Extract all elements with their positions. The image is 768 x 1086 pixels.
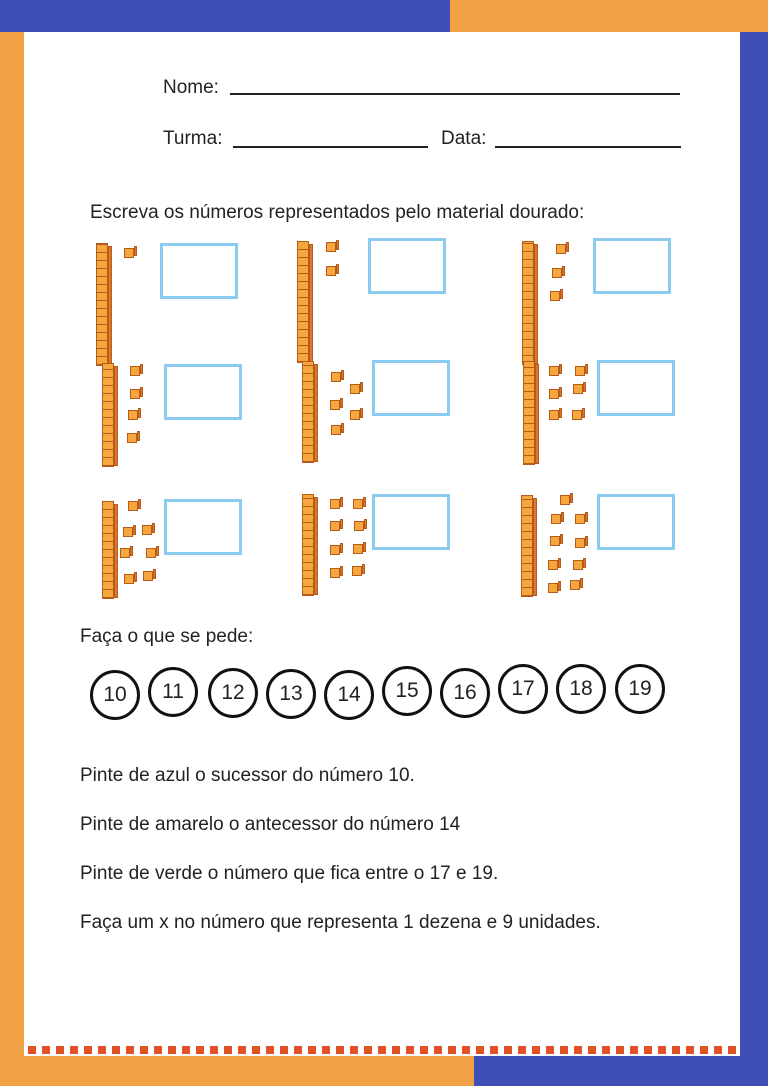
number-circle-10[interactable]: 10: [90, 670, 140, 720]
ten-rod: [523, 361, 535, 465]
unit-cube: [350, 410, 360, 420]
answer-box-6[interactable]: [597, 360, 675, 416]
unit-cube: [354, 521, 364, 531]
name-line[interactable]: [230, 93, 680, 95]
unit-cube: [573, 384, 583, 394]
unit-cube: [352, 566, 362, 576]
class-line[interactable]: [233, 146, 428, 148]
number-circle-16[interactable]: 16: [440, 668, 490, 718]
unit-cube: [575, 514, 585, 524]
unit-cube: [550, 536, 560, 546]
bottom-left-border: [24, 1056, 474, 1086]
unit-cube: [573, 560, 583, 570]
unit-cube: [128, 501, 138, 511]
unit-cube: [124, 248, 134, 258]
unit-cube: [548, 560, 558, 570]
unit-cube: [550, 291, 560, 301]
unit-cube: [331, 372, 341, 382]
answer-box-5[interactable]: [372, 360, 450, 416]
number-circle-13[interactable]: 13: [266, 669, 316, 719]
bottom-right-border: [474, 1056, 740, 1086]
unit-cube: [331, 425, 341, 435]
unit-cube: [552, 268, 562, 278]
name-label: Nome:: [163, 77, 219, 98]
unit-cube: [130, 389, 140, 399]
answer-box-3[interactable]: [593, 238, 671, 294]
ten-rod: [521, 495, 533, 597]
top-left-border: [0, 0, 450, 32]
unit-cube: [330, 545, 340, 555]
unit-cube: [556, 244, 566, 254]
task-2: Pinte de amarelo o antecessor do número 14: [80, 814, 461, 835]
exercise1-instruction: Escreva os números representados pelo material dourado:: [90, 202, 585, 223]
unit-cube: [575, 538, 585, 548]
unit-cube: [330, 499, 340, 509]
unit-cube: [123, 527, 133, 537]
answer-box-2[interactable]: [368, 238, 446, 294]
unit-cube: [549, 389, 559, 399]
ten-rod: [297, 241, 309, 363]
unit-cube: [353, 499, 363, 509]
unit-cube: [560, 495, 570, 505]
unit-cube: [570, 580, 580, 590]
unit-cube: [127, 433, 137, 443]
task-1: Pinte de azul o sucessor do número 10.: [80, 765, 415, 786]
unit-cube: [330, 521, 340, 531]
number-circle-19[interactable]: 19: [615, 664, 665, 714]
unit-cube: [548, 583, 558, 593]
number-circle-11[interactable]: 11: [148, 667, 198, 717]
exercise2-instruction: Faça o que se pede:: [80, 626, 254, 647]
number-circle-18[interactable]: 18: [556, 664, 606, 714]
unit-cube: [142, 525, 152, 535]
unit-cube: [120, 548, 130, 558]
left-border-strip: [0, 32, 24, 1086]
ten-rod: [302, 361, 314, 463]
date-label: Data:: [441, 128, 487, 149]
class-label: Turma:: [163, 128, 223, 149]
unit-cube: [124, 574, 134, 584]
answer-box-9[interactable]: [597, 494, 675, 550]
number-circle-14[interactable]: 14: [324, 670, 374, 720]
answer-box-8[interactable]: [372, 494, 450, 550]
unit-cube: [353, 544, 363, 554]
unit-cube: [350, 384, 360, 394]
unit-cube: [130, 366, 140, 376]
dashed-divider: [28, 1046, 738, 1054]
unit-cube: [128, 410, 138, 420]
ten-rod: [522, 241, 534, 365]
date-line[interactable]: [495, 146, 681, 148]
unit-cube: [146, 548, 156, 558]
unit-cube: [549, 410, 559, 420]
ten-rod: [96, 243, 108, 366]
number-circle-15[interactable]: 15: [382, 666, 432, 716]
unit-cube: [330, 568, 340, 578]
right-border-strip: [740, 32, 768, 1086]
unit-cube: [326, 266, 336, 276]
task-4: Faça um x no número que representa 1 dezena e 9 unidades.: [80, 912, 601, 933]
unit-cube: [143, 571, 153, 581]
unit-cube: [326, 242, 336, 252]
answer-box-7[interactable]: [164, 499, 242, 555]
number-circle-12[interactable]: 12: [208, 668, 258, 718]
ten-rod: [302, 494, 314, 596]
unit-cube: [572, 410, 582, 420]
unit-cube: [551, 514, 561, 524]
task-3: Pinte de verde o número que fica entre o 17 e 19.: [80, 863, 499, 884]
top-right-border: [450, 0, 768, 32]
answer-box-1[interactable]: [160, 243, 238, 299]
ten-rod: [102, 363, 114, 467]
ten-rod: [102, 501, 114, 599]
unit-cube: [330, 400, 340, 410]
number-circle-17[interactable]: 17: [498, 664, 548, 714]
answer-box-4[interactable]: [164, 364, 242, 420]
unit-cube: [575, 366, 585, 376]
unit-cube: [549, 366, 559, 376]
